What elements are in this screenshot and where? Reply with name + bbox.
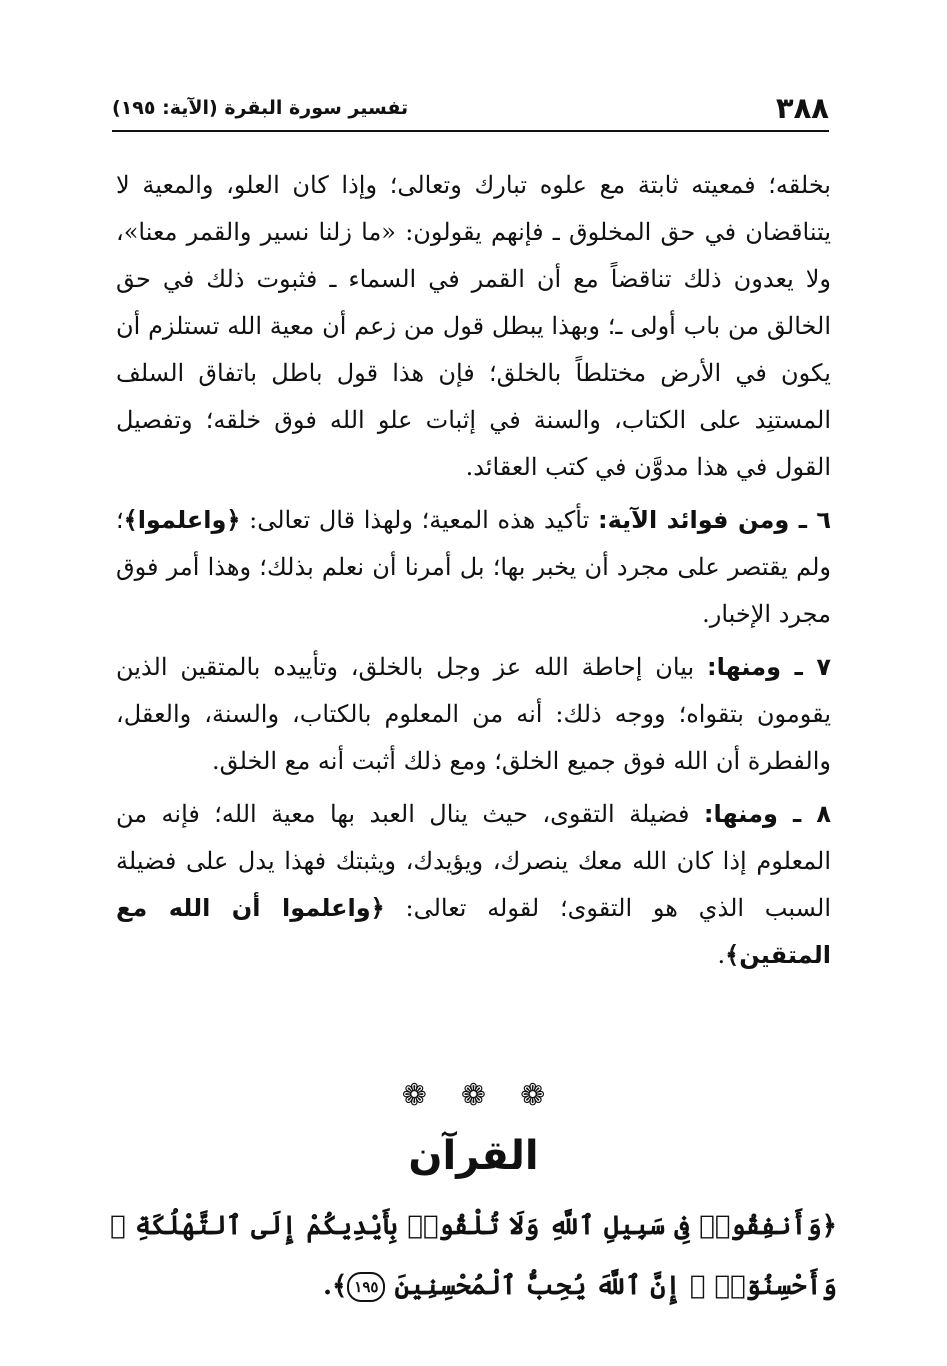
paragraph-benefit-8 xyxy=(116,791,831,979)
benefit-7-heading: ٧ ـ ومنها: xyxy=(706,653,831,681)
paragraph-benefit-6 xyxy=(116,497,831,638)
section-title: القرآن xyxy=(408,1133,539,1179)
page-number: ٣٨٨ xyxy=(775,91,829,125)
benefit-6-heading: ٦ ـ ومن فوائد الآية: xyxy=(597,506,832,534)
running-title: تفسير سورة البقرة (الآية: ١٩٥) xyxy=(112,97,409,119)
benefit-6-quote: ﴿واعلموا﴾ xyxy=(123,506,241,534)
benefit-8-quote: ﴿واعلموا أن الله مع المتقين﴾ xyxy=(116,894,831,969)
quran-verse xyxy=(110,1196,837,1316)
flower-ornament-icon: ❁ xyxy=(460,1078,487,1113)
verse-text: ﴿وَأَنفِقُوا۟ فِى سَبِيلِ ٱللَّهِ وَلَا تُلْقُوا۟ بِأَيْدِيكُمْ إِلَى ٱلتَّهْلُكَةِ ۛ وَأَحْسِنُوٓا۟ ۛ إِنَّ ٱللَّهَ يُحِبُّ ٱلْمُحْسِنِينَ xyxy=(110,1211,837,1301)
benefit-8-text: فضيلة التقوى، حيث ينال العبد بها معية الله؛ فإنه من المعلوم إذا كان الله معك ينصرك، ويؤيدك، ويثبتك فهذا يدل على فضيلة السبب الذي هو التقوى؛ لقوله تعالى: xyxy=(116,800,832,922)
benefit-7-text: بيان إحاطة الله عز وجل بالخلق، وتأييده بالمتقين الذين يقومون بتقواه؛ ووجه ذلك: أنه من المعلوم بالكتاب، والسنة، والعقل، والفطرة أن الله فوق جميع الخلق؛ ومع ذلك أثبت أنه مع الخلق. xyxy=(116,653,831,775)
flower-ornament-icon: ❁ xyxy=(401,1078,427,1113)
benefit-8-end: . xyxy=(717,941,726,969)
commentary-body xyxy=(116,162,831,979)
verse-closing: ﴾. xyxy=(323,1271,348,1301)
benefit-6-text-b: ؛ ولم يقتصر على مجرد أن يخبر بها؛ بل أمرنا أن نعلم بذلك؛ وهذا أمر فوق مجرد الإخبار. xyxy=(116,506,831,628)
paragraph-benefit-7 xyxy=(116,644,831,785)
paragraph-continuation: بخلقه؛ فمعيته ثابتة مع علوه تبارك وتعالى؛ وإذا كان العلو، والمعية لا يتناقضان في حق المخلوق ـ فإنهم يقولون: «ما زلنا نسير والقمر معنا»، ولا يعدون ذلك تناقضاً مع أن القمر في السماء ـ فثبوت ذلك في حق الخالق من باب أولى ـ؛ وبهذا يبطل قول من زعم أن معية الله تستلزم أن يكون في الأرض مختلطاً بالخلق؛ فإن هذا قول باطل باتفاق السلف المستنِد على الكتاب، والسنة في إثبات علو الله فوق خلقه؛ وتفصيل القول في هذا مدوَّن في كتب العقائد. xyxy=(116,171,831,481)
benefit-8-heading: ٨ ـ ومنها: xyxy=(703,800,831,828)
ayah-number-marker: ١٩٥ xyxy=(347,1272,385,1302)
flower-ornament-icon: ❁ xyxy=(520,1078,546,1113)
benefit-6-text-a: تأكيد هذه المعية؛ ولهذا قال تعالى: xyxy=(240,506,598,534)
page-header xyxy=(112,86,829,132)
section-divider xyxy=(0,1076,947,1116)
